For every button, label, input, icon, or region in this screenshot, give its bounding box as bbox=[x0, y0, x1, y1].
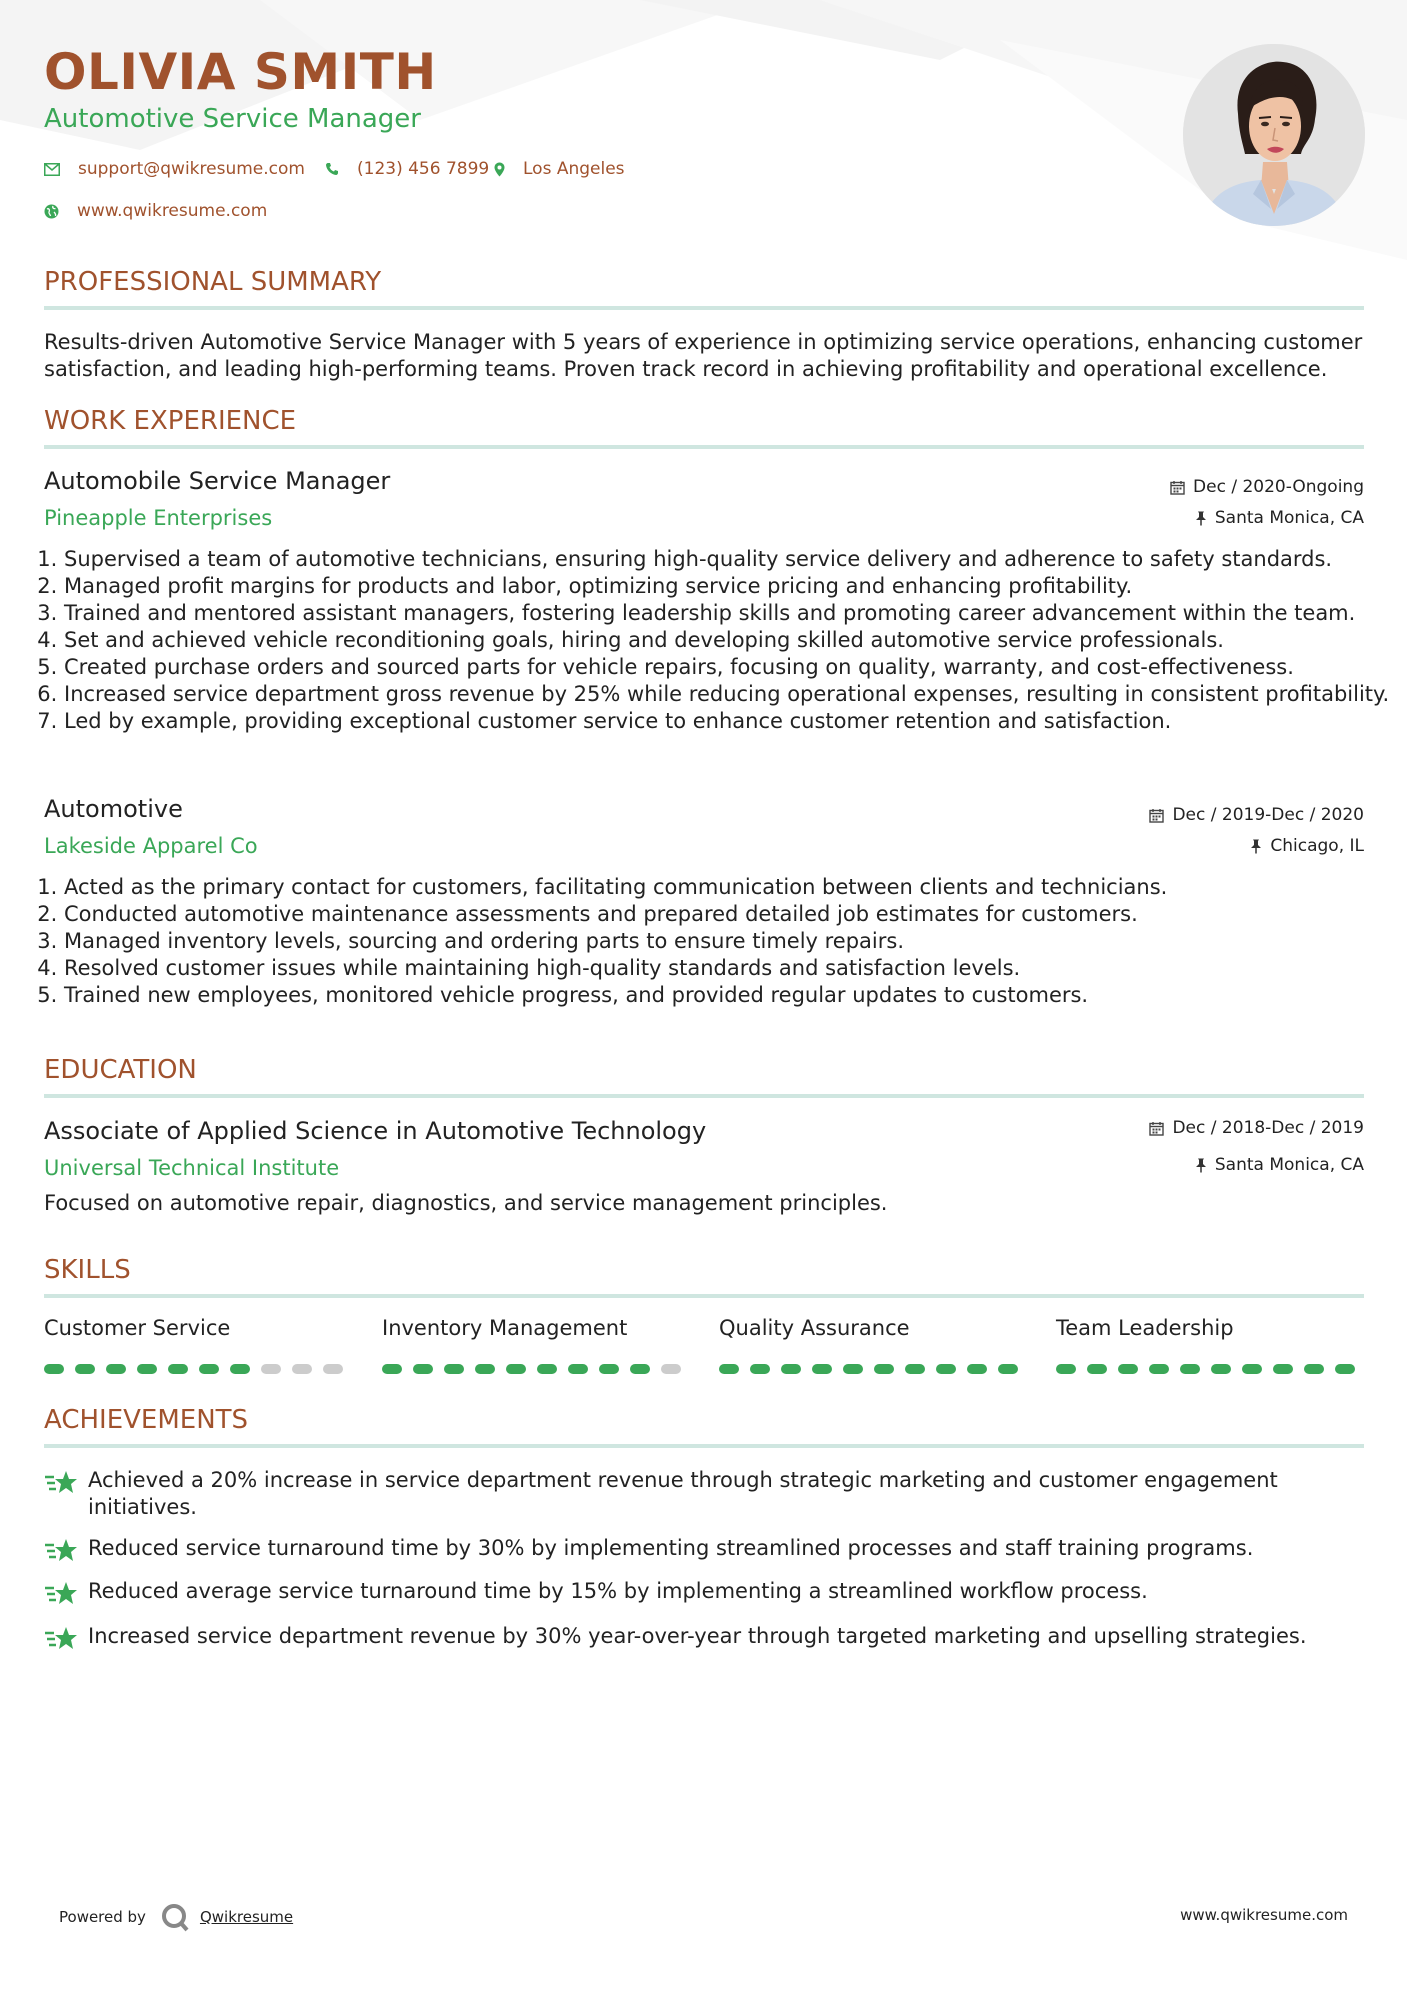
skill-dot-filled bbox=[1211, 1364, 1231, 1374]
duty-item: 3. Managed inventory levels, sourcing and ordering parts to ensure timely repairs. bbox=[64, 928, 1394, 955]
location-contact bbox=[494, 158, 625, 180]
duty-item: 5. Created purchase orders and sourced parts for vehicle repairs, focusing on quality, warranty, and cost-effectiveness. bbox=[64, 654, 1394, 681]
education-dates bbox=[1149, 1117, 1364, 1139]
profile-photo bbox=[1183, 44, 1365, 226]
skill-dot-filled bbox=[998, 1364, 1018, 1374]
qwikresume-link[interactable]: Qwikresume bbox=[199, 1908, 294, 1926]
skill-item bbox=[44, 1314, 354, 1374]
skill-dot-filled bbox=[75, 1364, 95, 1374]
skill-dot-filled bbox=[137, 1364, 157, 1374]
skill-dot-filled bbox=[874, 1364, 894, 1374]
calendar-icon bbox=[1170, 480, 1185, 495]
skill-dot-filled bbox=[537, 1364, 557, 1374]
email-contact[interactable] bbox=[44, 158, 305, 180]
skill-dot-filled bbox=[44, 1364, 64, 1374]
candidate-title: Automotive Service Manager bbox=[44, 104, 421, 134]
skill-dot-filled bbox=[506, 1364, 526, 1374]
skill-dot-filled bbox=[568, 1364, 588, 1374]
map-pin-icon bbox=[494, 162, 505, 177]
education-description: Focused on automotive repair, diagnostics, and service management principles. bbox=[44, 1191, 888, 1215]
footer-website[interactable]: www.qwikresume.com bbox=[1180, 1906, 1348, 1924]
skill-item bbox=[719, 1314, 1029, 1374]
job-location-text: Chicago, IL bbox=[1270, 836, 1364, 856]
job-dates bbox=[1149, 804, 1364, 826]
skill-dot-filled bbox=[199, 1364, 219, 1374]
job-company: Lakeside Apparel Co bbox=[44, 834, 258, 858]
achievement-text: Achieved a 20% increase in service department revenue through strategic marketing and customer engagement initiatives. bbox=[88, 1468, 1278, 1519]
pushpin-icon bbox=[1195, 511, 1207, 526]
skill-rating bbox=[44, 1364, 354, 1374]
skill-dot-filled bbox=[1304, 1364, 1324, 1374]
website-text[interactable]: www.qwikresume.com bbox=[77, 201, 268, 221]
achievement-item bbox=[44, 1578, 1364, 1608]
section-divider bbox=[44, 1094, 1364, 1098]
education-school: Universal Technical Institute bbox=[44, 1156, 340, 1180]
education-location bbox=[1195, 1154, 1364, 1176]
globe-icon bbox=[44, 204, 59, 219]
achievement-text: Reduced average service turnaround time by 15% by implementing a streamlined workflow process. bbox=[88, 1579, 1148, 1603]
skill-dot-filled bbox=[413, 1364, 433, 1374]
duty-item: 6. Increased service department gross revenue by 25% while reducing operational expenses, resulting in consistent profitability. bbox=[64, 681, 1394, 708]
calendar-icon bbox=[1149, 808, 1164, 823]
qwikresume-logo-icon bbox=[160, 1902, 190, 1932]
skill-name: Quality Assurance bbox=[719, 1316, 910, 1340]
footer-powered-by bbox=[59, 1902, 293, 1932]
skill-dot-empty bbox=[261, 1364, 281, 1374]
skill-dot-filled bbox=[1335, 1364, 1355, 1374]
duty-item: 1. Acted as the primary contact for customers, facilitating communication between clients and technicians. bbox=[64, 874, 1394, 901]
job-duties-list bbox=[44, 874, 1394, 1009]
skill-dot-filled bbox=[1273, 1364, 1293, 1374]
skill-dot-filled bbox=[750, 1364, 770, 1374]
duty-item: 1. Supervised a team of automotive technicians, ensuring high-quality service delivery and adherence to safety standards. bbox=[64, 546, 1394, 573]
skill-dot-filled bbox=[106, 1364, 126, 1374]
section-title-experience: WORK EXPERIENCE bbox=[44, 406, 297, 436]
achievement-item bbox=[44, 1623, 1364, 1653]
job-dates-text: Dec / 2020-Ongoing bbox=[1193, 477, 1364, 497]
envelope-icon bbox=[44, 163, 60, 176]
job-location-text: Santa Monica, CA bbox=[1214, 508, 1364, 528]
duty-item: 7. Led by example, providing exceptional customer service to enhance customer retention and satisfaction. bbox=[64, 708, 1394, 735]
phone-contact[interactable] bbox=[325, 158, 489, 180]
achievement-item bbox=[44, 1467, 1364, 1521]
section-title-education: EDUCATION bbox=[44, 1055, 197, 1085]
website-contact[interactable] bbox=[44, 200, 267, 222]
skill-dot-filled bbox=[781, 1364, 801, 1374]
skill-dot-filled bbox=[168, 1364, 188, 1374]
duty-item: 2. Managed profit margins for products and labor, optimizing service pricing and enhancing profitability. bbox=[64, 573, 1394, 600]
skill-dot-filled bbox=[230, 1364, 250, 1374]
section-title-summary: PROFESSIONAL SUMMARY bbox=[44, 267, 382, 297]
star-icon bbox=[44, 1537, 78, 1565]
section-divider bbox=[44, 445, 1364, 449]
skill-dot-filled bbox=[1087, 1364, 1107, 1374]
job-dates bbox=[1170, 476, 1364, 498]
job-role: Automobile Service Manager bbox=[44, 467, 391, 495]
skill-dot-filled bbox=[444, 1364, 464, 1374]
section-divider bbox=[44, 306, 1364, 310]
phone-text[interactable]: (123) 456 7899 bbox=[357, 159, 490, 179]
skill-dot-filled bbox=[905, 1364, 925, 1374]
skill-rating bbox=[1056, 1364, 1366, 1374]
job-duties-list bbox=[44, 546, 1394, 735]
email-text[interactable]: support@qwikresume.com bbox=[78, 159, 305, 179]
skill-dot-filled bbox=[475, 1364, 495, 1374]
star-icon bbox=[44, 1469, 78, 1497]
section-divider bbox=[44, 1294, 1364, 1298]
skill-dot-filled bbox=[382, 1364, 402, 1374]
skill-dot-empty bbox=[292, 1364, 312, 1374]
skill-dot-filled bbox=[1180, 1364, 1200, 1374]
duty-item: 3. Trained and mentored assistant managers, fostering leadership skills and promoting career advancement within the team. bbox=[64, 600, 1394, 627]
section-divider bbox=[44, 1444, 1364, 1448]
skill-dot-filled bbox=[1118, 1364, 1138, 1374]
location-text: Los Angeles bbox=[523, 159, 625, 179]
star-icon bbox=[44, 1580, 78, 1608]
duty-item: 4. Resolved customer issues while maintaining high-quality standards and satisfaction levels. bbox=[64, 955, 1394, 982]
job-company: Pineapple Enterprises bbox=[44, 506, 273, 530]
job-role: Automotive bbox=[44, 795, 183, 823]
phone-icon bbox=[325, 162, 339, 176]
job-dates-text: Dec / 2019-Dec / 2020 bbox=[1172, 805, 1364, 825]
pushpin-icon bbox=[1250, 839, 1262, 854]
skill-name: Inventory Management bbox=[382, 1316, 628, 1340]
skill-dot-filled bbox=[812, 1364, 832, 1374]
skill-dot-filled bbox=[1149, 1364, 1169, 1374]
skill-item bbox=[382, 1314, 692, 1374]
job-location bbox=[1250, 835, 1364, 857]
duty-item: 4. Set and achieved vehicle reconditioning goals, hiring and developing skilled automotive service professionals. bbox=[64, 627, 1394, 654]
skill-dot-filled bbox=[719, 1364, 739, 1374]
section-title-skills: SKILLS bbox=[44, 1255, 131, 1285]
skill-name: Team Leadership bbox=[1056, 1316, 1234, 1340]
skill-item bbox=[1056, 1314, 1366, 1374]
skill-dot-filled bbox=[630, 1364, 650, 1374]
skill-rating bbox=[719, 1364, 1029, 1374]
achievement-item bbox=[44, 1535, 1364, 1565]
candidate-name: OLIVIA SMITH bbox=[44, 43, 437, 101]
skill-dot-empty bbox=[661, 1364, 681, 1374]
education-location-text: Santa Monica, CA bbox=[1214, 1155, 1364, 1175]
skill-dot-filled bbox=[1056, 1364, 1076, 1374]
skill-dot-filled bbox=[936, 1364, 956, 1374]
powered-by-label: Powered by bbox=[59, 1908, 146, 1926]
duty-item: 2. Conducted automotive maintenance assessments and prepared detailed job estimates for customers. bbox=[64, 901, 1394, 928]
skill-dot-filled bbox=[1242, 1364, 1262, 1374]
skill-dot-filled bbox=[843, 1364, 863, 1374]
achievement-text: Increased service department revenue by 30% year-over-year through targeted marketing and upselling strategies. bbox=[88, 1624, 1307, 1648]
star-icon bbox=[44, 1625, 78, 1653]
achievement-text: Reduced service turnaround time by 30% by implementing streamlined processes and staff training programs. bbox=[88, 1536, 1254, 1560]
pushpin-icon bbox=[1195, 1158, 1207, 1173]
skill-dot-filled bbox=[599, 1364, 619, 1374]
skill-dot-empty bbox=[323, 1364, 343, 1374]
duty-item: 5. Trained new employees, monitored vehicle progress, and provided regular updates to customers. bbox=[64, 982, 1394, 1009]
calendar-icon bbox=[1149, 1121, 1164, 1136]
skill-rating bbox=[382, 1364, 692, 1374]
skill-name: Customer Service bbox=[44, 1316, 231, 1340]
summary-text: Results-driven Automotive Service Manager with 5 years of experience in optimizing service operations, enhancing customer satisfaction, and leading high-performing teams. Proven track record in achieving profitability and operational excellence. bbox=[44, 330, 1363, 381]
job-location bbox=[1195, 507, 1364, 529]
education-dates-text: Dec / 2018-Dec / 2019 bbox=[1172, 1118, 1364, 1138]
skill-dot-filled bbox=[967, 1364, 987, 1374]
section-title-achievements: ACHIEVEMENTS bbox=[44, 1405, 249, 1435]
education-degree: Associate of Applied Science in Automotive Technology bbox=[44, 1117, 707, 1145]
